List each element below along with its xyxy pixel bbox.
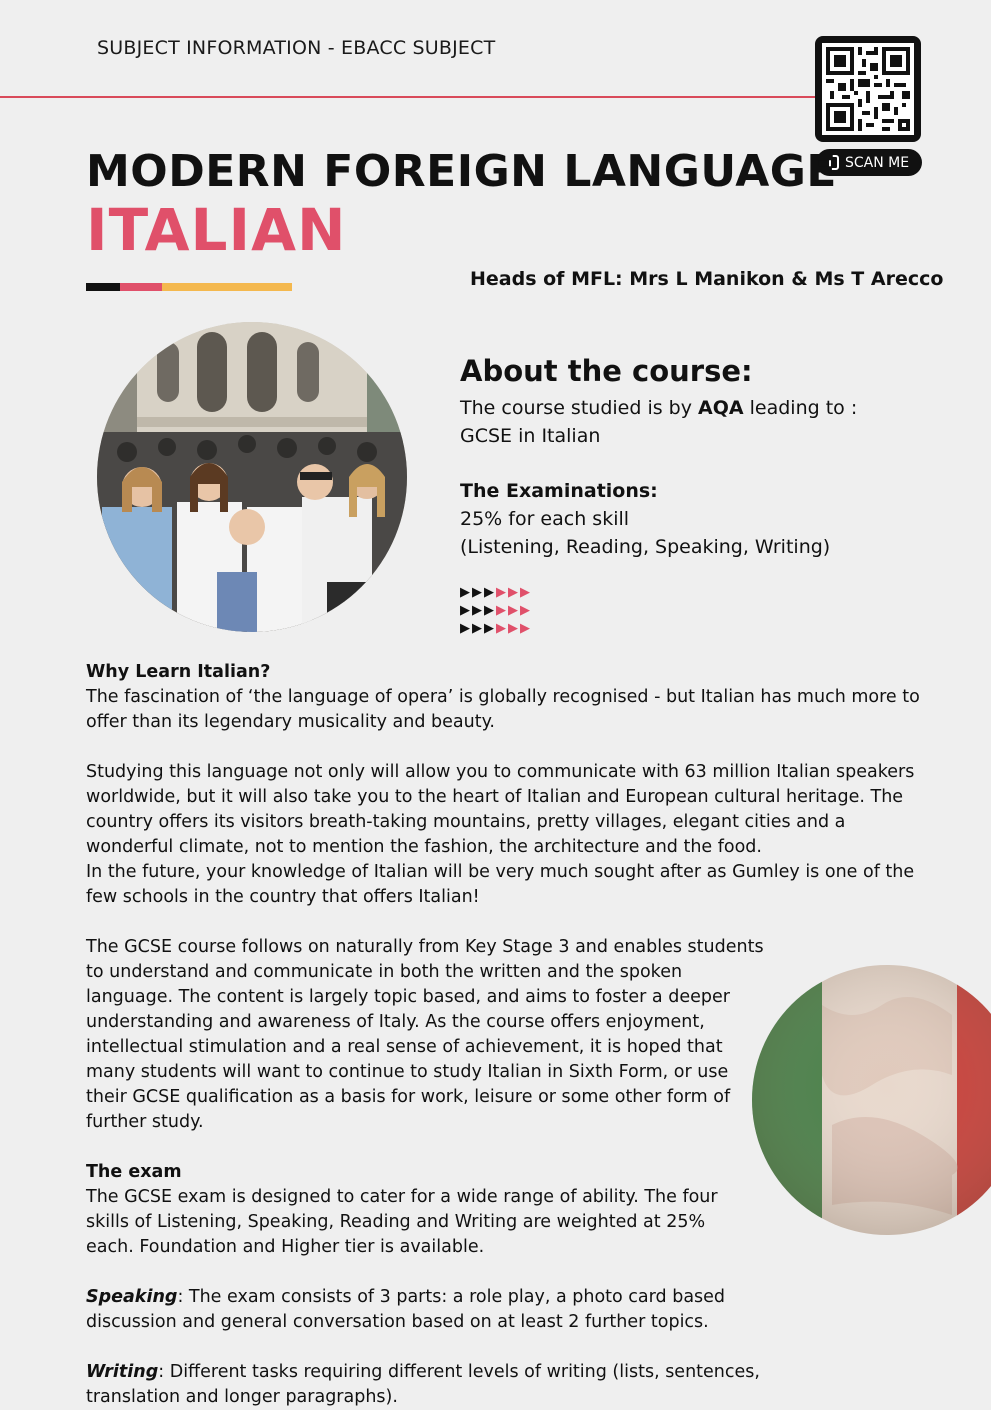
speaking-paragraph	[86, 1285, 726, 1335]
examinations-line2: (Listening, Reading, Speaking, Writing)	[460, 536, 831, 558]
subject-title: ITALIAN	[86, 196, 347, 264]
why-heading-text: Why Learn Italian?	[86, 662, 271, 682]
examinations-heading-text: The Examinations:	[460, 480, 658, 502]
writing-text: : Different tasks requiring different levels of writing (lists, sentences, translation and longer paragraphs).	[86, 1362, 760, 1407]
writing-label: Writing	[86, 1362, 159, 1382]
page-title: MODERN FOREIGN LANGUAGE	[86, 146, 837, 197]
speaking-text: : The exam consists of 3 parts: a role play, a photo card based discussion and general conversation based on at least 2 further topics.	[86, 1287, 726, 1332]
about-line1	[460, 394, 960, 422]
about-line2: GCSE in Italian	[460, 425, 601, 447]
why-paragraph-1: The fascination of ‘the language of opera’ is globally recognised - but Italian has much more to offer than its legendary musicality and beauty.	[86, 687, 920, 732]
decorative-arrows: ▶▶▶▶▶▶ ▶▶▶▶▶▶ ▶▶▶▶▶▶	[460, 585, 532, 636]
scan-me-label: SCAN ME	[844, 154, 910, 171]
qr-code-icon	[822, 43, 914, 135]
about-line1-text: The course studied is by	[460, 397, 699, 419]
why-heading	[86, 660, 936, 685]
about-line1-tail: leading to :	[743, 397, 858, 419]
about-heading: About the course:	[460, 354, 753, 388]
writing-paragraph	[86, 1360, 846, 1410]
about-course	[460, 352, 960, 561]
why-paragraph-4: The GCSE course follows on naturally from Key Stage 3 and enables students to understand and communicate in both the written and the spoken language. The content is largely topic based, and aims to foster a deeper understanding and awareness of Italy. As the course offers enjoyment, intellectual stimulation and a real sense of achievement, it is hoped that many students will want to continue to study Italian in Sixth Form, or use their GCSE qualification as a basis for work, leisure or some other form of further study.	[86, 937, 764, 1132]
examinations-line1: 25% for each skill	[460, 508, 630, 530]
accent-stripe-yellow	[162, 283, 292, 291]
speaking-label: Speaking	[86, 1287, 178, 1307]
why-paragraph-3: In the future, your knowledge of Italian will be very much sought after as Gumley is one of the few schools in the country that offers Italian!	[86, 862, 915, 907]
qr-code[interactable]	[815, 36, 921, 142]
exam-heading-text: The exam	[86, 1162, 182, 1182]
subject-kicker: SUBJECT INFORMATION - EBACC SUBJECT	[97, 37, 496, 59]
examinations-heading	[460, 477, 960, 505]
exam-board: AQA	[698, 397, 744, 419]
accent-stripe-red	[120, 283, 162, 291]
header-rule	[0, 96, 815, 98]
students-photo	[97, 322, 407, 632]
exam-paragraph: The GCSE exam is designed to cater for a wide range of ability. The four skills of Listening, Speaking, Reading and Writing are weighted at 25% each. Foundation and Higher tier is available.	[86, 1187, 718, 1257]
heads-of-department: Heads of MFL: Mrs L Manikon & Ms T Arecco	[470, 268, 944, 290]
why-paragraph-2: Studying this language not only will allow you to communicate with 63 million Italian speakers worldwide, but it will also take you to the heart of Italian and European cultural heritage. The country offers its visitors breath-taking mountains, pretty villages, elegant cities and a wonderful climate, not to mention the fashion, the architecture and the food.	[86, 762, 915, 857]
accent-stripe-black	[86, 283, 120, 291]
